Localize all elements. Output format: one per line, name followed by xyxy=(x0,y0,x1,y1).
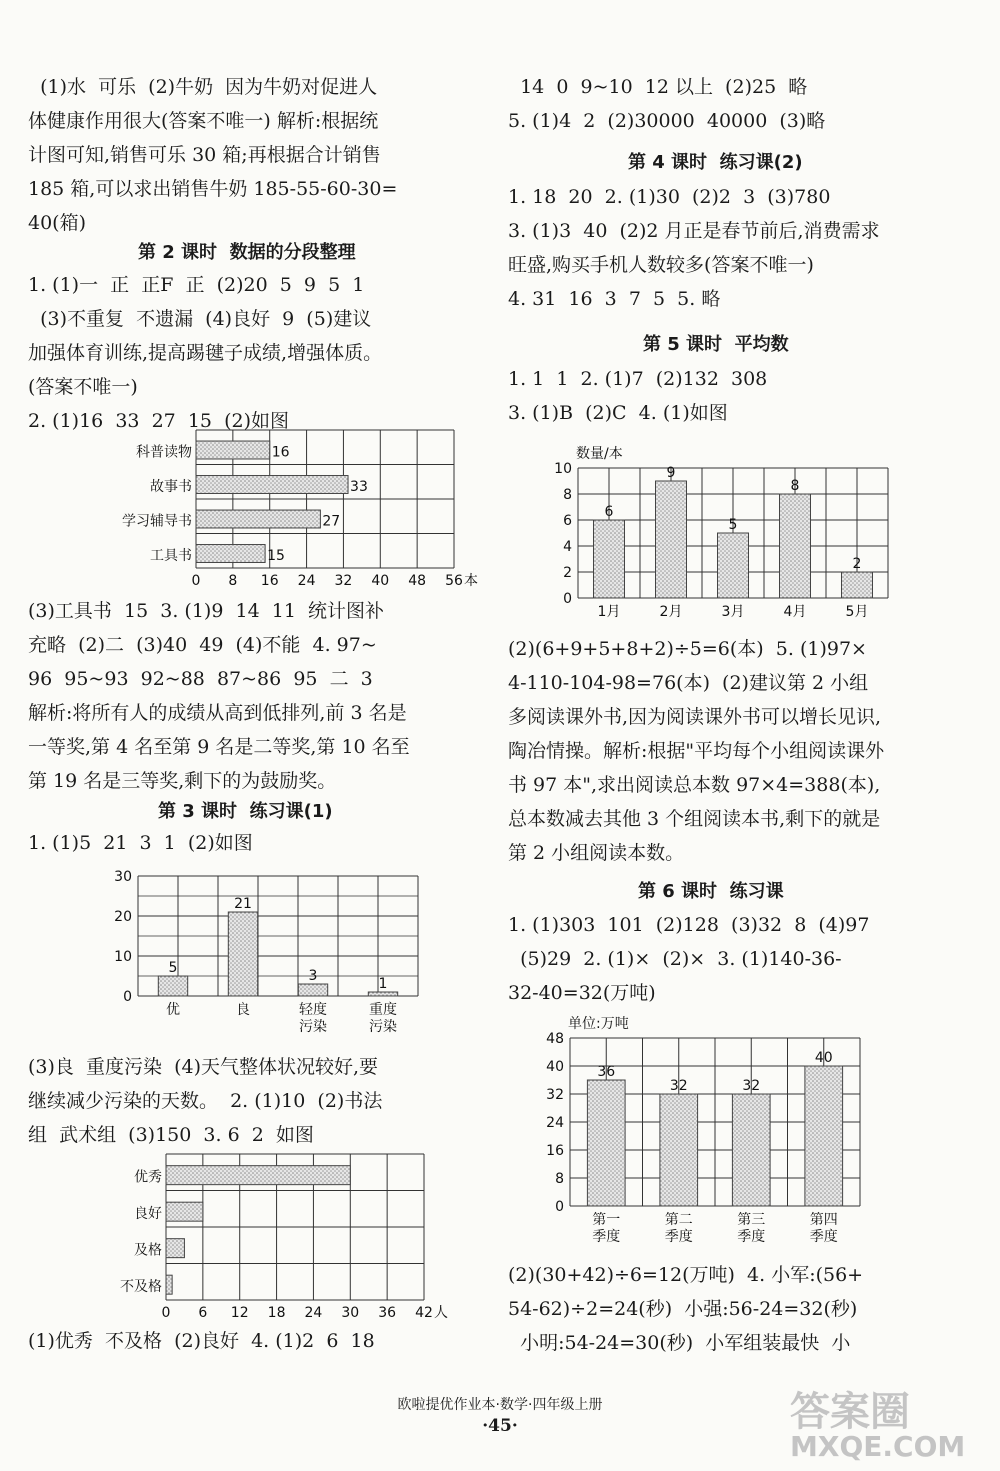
x-tick-label: 16 xyxy=(260,573,279,589)
text-line: (5)29 2. (1)× (2)× 3. (1)140-36- xyxy=(508,948,842,970)
category-label: 3月 xyxy=(721,604,745,620)
text-line: 继续减少污染的天数。 2. (1)10 (2)书法 xyxy=(28,1090,383,1112)
bar-value-label: 8 xyxy=(790,478,800,494)
x-tick-label: 24 xyxy=(297,573,316,589)
chart-grades-horizontal xyxy=(108,1152,458,1326)
y-axis-title: 数量/本 xyxy=(576,446,623,462)
bar-value-label: 32 xyxy=(742,1078,761,1094)
text-line: 组 武术组 (3)150 3. 6 2 如图 xyxy=(28,1124,314,1146)
text-line: (3)不重复 不遗漏 (4)良好 9 (5)建议 xyxy=(28,308,372,330)
bar-value-label: 32 xyxy=(669,1078,688,1094)
section-3-answers-cont xyxy=(28,1050,382,1152)
bar xyxy=(196,510,320,528)
bar-value-label: 15 xyxy=(267,547,285,564)
bar xyxy=(166,1202,203,1221)
y-tick-label: 32 xyxy=(546,1087,564,1103)
text-line: 总本数减去其他 3 个组阅读本书,剩下的就是 xyxy=(508,808,881,830)
section-2-answers xyxy=(28,268,382,438)
x-tick-label: 0 xyxy=(161,1305,171,1321)
section-3-answers-end xyxy=(28,1324,375,1358)
watermark-brand: 答案圈 xyxy=(790,1389,910,1435)
y-tick-label: 8 xyxy=(555,1171,564,1187)
section-4-title: 第 4 课时 练习课(2) xyxy=(628,152,803,173)
category-label: 4月 xyxy=(783,604,807,620)
text-line: 4. 31 16 3 7 5 5. 略 xyxy=(508,288,721,310)
bar xyxy=(196,441,270,459)
text-line: 第 19 名是三等奖,剩下的为鼓励奖。 xyxy=(28,770,337,792)
bar xyxy=(196,545,265,563)
text-line: 书 97 本",求出阅读总本数 97×4=388(本), xyxy=(508,774,881,796)
bar xyxy=(196,476,348,494)
category-label: 第二 xyxy=(664,1212,693,1228)
section-5-title: 第 5 课时 平均数 xyxy=(643,334,789,355)
y-tick-label: 6 xyxy=(563,513,572,529)
section-3-answers xyxy=(28,826,253,860)
category-label: 第四 xyxy=(809,1212,838,1228)
bar-value-label: 6 xyxy=(604,504,614,520)
text-line: 3. (1)3 40 (2)2 月正是春节前后,消费需求 xyxy=(508,220,880,242)
bar xyxy=(166,1239,184,1258)
bar-value-label: 5 xyxy=(728,517,738,533)
category-label: 季度 xyxy=(737,1229,766,1245)
text-line: 解析:将所有人的成绩从高到低排列,前 3 名是 xyxy=(28,702,407,724)
x-tick-label: 30 xyxy=(341,1305,360,1321)
y-tick-label: 48 xyxy=(546,1031,564,1047)
x-tick-label: 48 xyxy=(408,573,427,589)
y-tick-label: 8 xyxy=(563,487,572,503)
text-line: (答案不唯一) xyxy=(28,376,138,398)
text-line: 14 0 9~10 12 以上 (2)25 略 xyxy=(508,76,808,98)
bar xyxy=(228,912,257,996)
category-label: 学习辅导书 xyxy=(122,513,192,530)
y-tick-label: 0 xyxy=(123,989,132,1005)
text-line: 体健康作用很大(答案不唯一) 解析:根据统 xyxy=(28,110,379,132)
bar-value-label: 27 xyxy=(322,513,341,530)
x-tick-label: 36 xyxy=(378,1305,397,1321)
category-label: 污染 xyxy=(369,1019,397,1035)
bar-value-label: 3 xyxy=(308,968,318,984)
x-tick-label: 8 xyxy=(228,573,238,589)
category-label: 重度 xyxy=(369,1002,397,1018)
text-line: (1)水 可乐 (2)牛奶 因为牛奶对促进人 xyxy=(28,76,378,98)
text-line: 96 95~93 92~88 87~86 95 二 3 xyxy=(28,668,373,690)
chart-quarterly-tonnage xyxy=(528,1012,908,1261)
category-label: 工具书 xyxy=(150,547,192,564)
y-tick-label: 30 xyxy=(114,869,132,885)
x-tick-label: 12 xyxy=(230,1305,249,1321)
text-line: 旺盛,购买手机人数较多(答案不唯一) xyxy=(508,254,814,276)
y-tick-label: 10 xyxy=(554,461,572,477)
text-line: 5. (1)4 2 (2)30000 40000 (3)略 xyxy=(508,110,826,132)
bar-value-label: 40 xyxy=(814,1050,833,1066)
text-line: 1. (1)303 101 (2)128 (3)32 8 (4)97 xyxy=(508,914,870,936)
x-unit-label: 人 xyxy=(434,1305,448,1321)
category-label: 优 xyxy=(166,1002,180,1018)
category-label: 季度 xyxy=(592,1229,621,1245)
category-label: 良 xyxy=(236,1002,250,1018)
x-tick-label: 18 xyxy=(267,1305,286,1321)
section-6-title: 第 6 课时 练习课 xyxy=(638,881,784,902)
bar-value-label: 21 xyxy=(234,896,252,912)
text-line: 一等奖,第 4 名至第 9 名是二等奖,第 10 名至 xyxy=(28,736,410,758)
intro-block xyxy=(28,70,397,240)
chart-monthly-books xyxy=(538,432,918,631)
bar-value-label: 9 xyxy=(666,465,676,481)
text-line: 陶冶情操。解析:根据"平均每个小组阅读课外 xyxy=(508,740,885,762)
text-line: 32-40=32(万吨) xyxy=(508,982,656,1004)
text-line: 加强体育训练,提高踢毽子成绩,增强体质。 xyxy=(28,342,383,364)
bar-value-label: 2 xyxy=(852,556,862,572)
category-label: 2月 xyxy=(659,604,683,620)
y-tick-label: 16 xyxy=(546,1143,564,1159)
y-tick-label: 40 xyxy=(546,1059,564,1075)
bar-value-label: 16 xyxy=(271,444,290,461)
category-label: 不及格 xyxy=(120,1279,162,1296)
text-line: (2)(6+9+5+8+2)÷5=6(本) 5. (1)97× xyxy=(508,638,867,660)
text-line: 1. (1)一 正 正F 正 (2)20 5 9 5 1 xyxy=(28,274,365,296)
category-label: 良好 xyxy=(134,1206,162,1223)
category-label: 第三 xyxy=(737,1212,766,1228)
text-line: 3. (1)B (2)C 4. (1)如图 xyxy=(508,402,728,424)
section-5-answers xyxy=(508,362,767,430)
x-tick-label: 40 xyxy=(371,573,390,589)
page-number: ·45· xyxy=(482,1416,518,1436)
bar-value-label: 5 xyxy=(168,960,178,976)
watermark-site: MXQE.COM xyxy=(790,1430,966,1463)
text-line: (3)良 重度污染 (4)天气整体状况较好,要 xyxy=(28,1056,379,1078)
bar-value-label: 36 xyxy=(597,1064,616,1080)
bar xyxy=(718,533,749,598)
x-tick-label: 24 xyxy=(304,1305,323,1321)
text-line: 54-62)÷2=24(秒) 小强:56-24=32(秒) xyxy=(508,1298,858,1320)
category-label: 及格 xyxy=(134,1242,162,1259)
y-tick-label: 0 xyxy=(555,1199,564,1215)
section-3-title: 第 3 课时 练习课(1) xyxy=(158,801,333,822)
y-tick-label: 10 xyxy=(114,949,132,965)
category-label: 5月 xyxy=(845,604,869,620)
text-line: (3)工具书 15 3. (1)9 14 11 统计图补 xyxy=(28,600,385,622)
text-line: (2)(30+42)÷6=12(万吨) 4. 小军:(56+ xyxy=(508,1264,864,1286)
category-label: 故事书 xyxy=(150,478,192,495)
text-line: 1. 1 1 2. (1)7 (2)132 308 xyxy=(508,368,768,390)
x-tick-label: 56 xyxy=(445,573,463,589)
y-tick-label: 2 xyxy=(563,565,572,581)
category-label: 污染 xyxy=(299,1019,327,1035)
text-line: 多阅读课外书,因为阅读课外书可以增长见识, xyxy=(508,706,882,728)
chart-books-horizontal xyxy=(122,428,478,597)
x-tick-label: 42 xyxy=(415,1305,433,1321)
text-line: 小明:54-24=30(秒) 小军组装最快 小 xyxy=(508,1332,851,1354)
text-line: 1. (1)5 21 3 1 (2)如图 xyxy=(28,832,253,854)
bar xyxy=(368,992,397,996)
bar xyxy=(656,481,687,598)
y-tick-label: 24 xyxy=(546,1115,564,1131)
bar xyxy=(587,1080,625,1206)
bar xyxy=(805,1066,843,1206)
section-4-answers xyxy=(508,180,880,316)
bar xyxy=(780,494,811,598)
bar xyxy=(166,1275,172,1294)
footer-book-title: 欧啦提优作业本·数学·四年级上册 xyxy=(397,1397,603,1413)
section-6-answers-cont xyxy=(508,1258,863,1360)
text-line: (1)优秀 不及格 (2)良好 4. (1)2 6 18 xyxy=(28,1330,375,1352)
y-tick-label: 0 xyxy=(563,591,572,607)
text-line: 40(箱) xyxy=(28,212,87,234)
bar xyxy=(166,1166,350,1185)
section-5-answers-cont xyxy=(508,632,884,870)
section-2-answers-cont xyxy=(28,594,410,798)
text-line: 第 2 小组阅读本数。 xyxy=(508,842,685,864)
category-label: 优秀 xyxy=(134,1169,162,1186)
y-tick-label: 4 xyxy=(563,539,572,555)
category-label: 科普读物 xyxy=(136,444,192,461)
bar xyxy=(842,572,873,598)
x-tick-label: 0 xyxy=(191,573,201,589)
y-tick-label: 20 xyxy=(114,909,132,925)
bar xyxy=(594,520,625,598)
section-6-answers xyxy=(508,908,869,1010)
bar xyxy=(158,976,187,996)
category-label: 轻度 xyxy=(299,1002,327,1018)
text-line: 计图可知,销售可乐 30 箱;再根据合计销售 xyxy=(28,144,381,166)
bar xyxy=(298,984,327,996)
right-top-answers xyxy=(508,70,825,138)
bar xyxy=(660,1094,698,1206)
category-label: 1月 xyxy=(597,604,621,620)
text-line: 充略 (2)二 (3)40 49 (4)不能 4. 97~ xyxy=(28,634,377,656)
text-line: 185 箱,可以求出销售牛奶 185-55-60-30= xyxy=(28,178,398,200)
bar xyxy=(732,1094,770,1206)
y-axis-title: 单位:万吨 xyxy=(568,1016,629,1032)
chart-air-quality xyxy=(100,868,430,1052)
bar-value-label: 1 xyxy=(378,976,388,992)
category-label: 季度 xyxy=(664,1229,693,1245)
text-line: 1. 18 20 2. (1)30 (2)2 3 (3)780 xyxy=(508,186,831,208)
category-label: 季度 xyxy=(809,1229,838,1245)
bar-value-label: 33 xyxy=(350,478,368,495)
x-tick-label: 32 xyxy=(334,573,353,589)
section-2-title: 第 2 课时 数据的分段整理 xyxy=(138,242,356,263)
text-line: 4-110-104-98=76(本) (2)建议第 2 小组 xyxy=(508,672,869,694)
x-unit-label: 本 xyxy=(464,573,478,589)
x-tick-label: 6 xyxy=(198,1305,208,1321)
category-label: 第一 xyxy=(592,1212,621,1228)
text-line: 2. (1)16 33 27 15 (2)如图 xyxy=(28,410,290,432)
